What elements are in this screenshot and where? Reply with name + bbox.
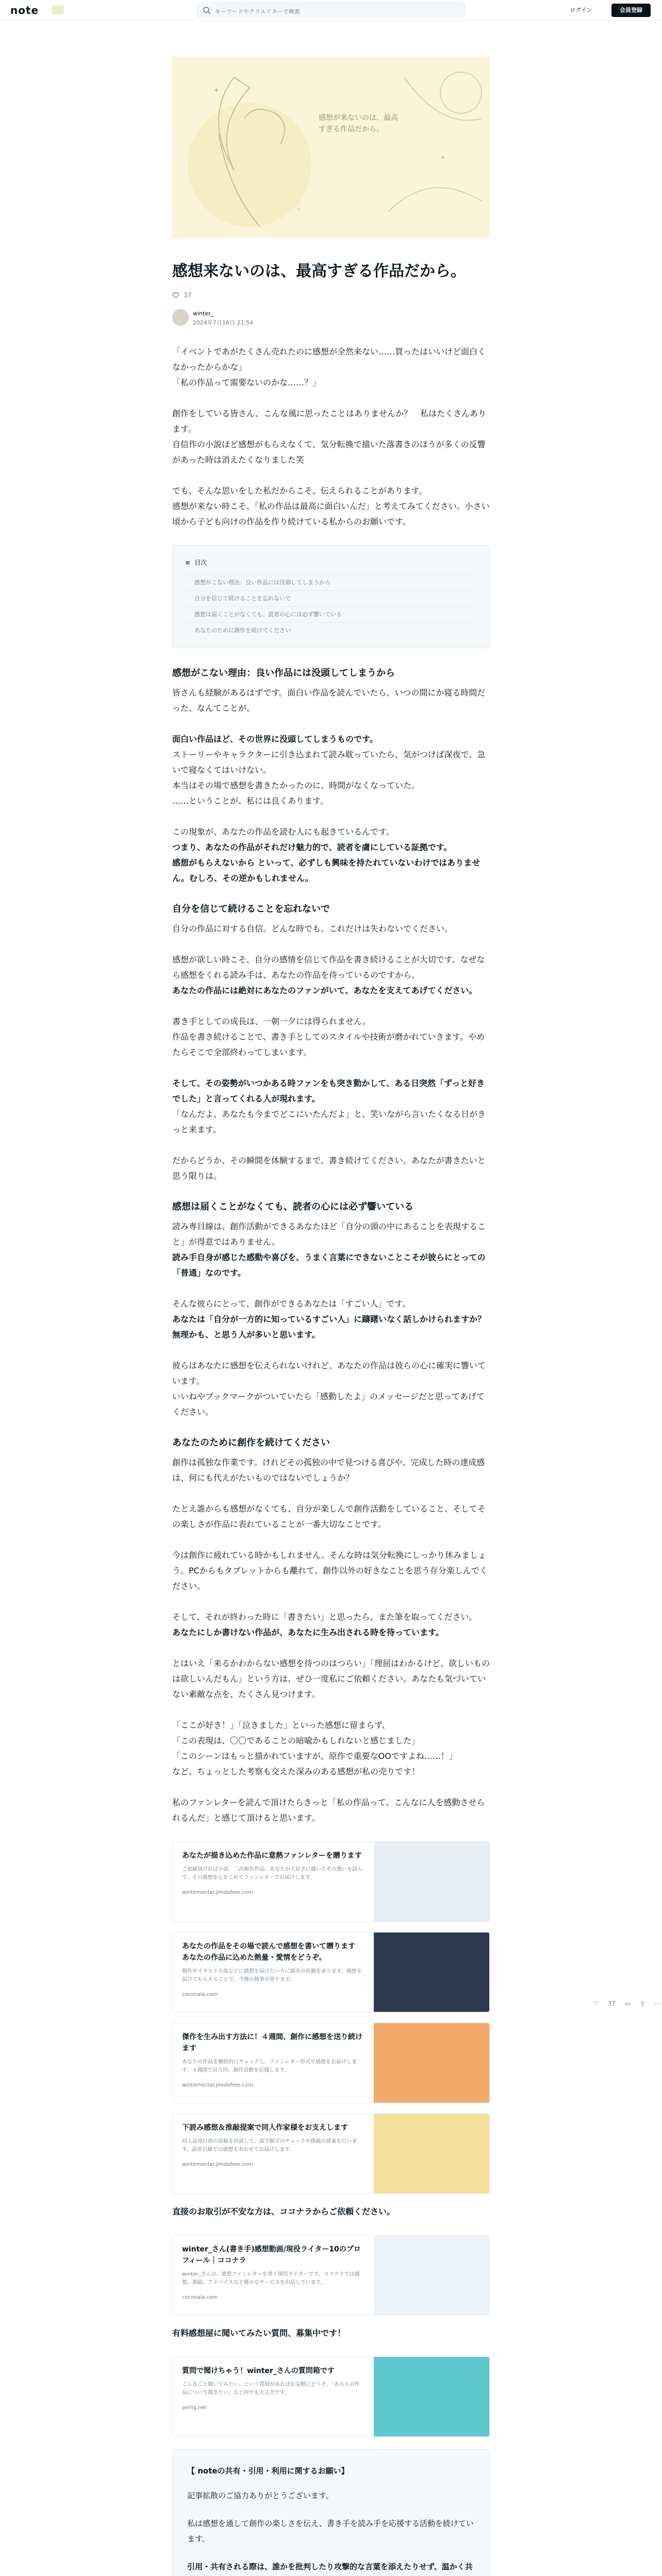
link-card-title: winter_さん(書き手)感想動画/現役ライター10のプロフィール｜ココナラ [182,2245,361,2265]
paragraph: この現象が、あなたの作品を読む人にも起きているんです。 [172,827,394,837]
paragraph: 彼らはあなたに感想を伝えられないけれど、あなたの作品は彼らの心に確実に響いています。 [172,1361,486,1386]
like-count: 37 [184,292,192,299]
link-card[interactable] [172,2023,490,2103]
link-card[interactable] [172,1932,490,2012]
comment-icon[interactable]: ▭ [625,2000,631,2007]
paragraph: 自信作の小説ほど感想がもらえなくて、気分転換で描いた落書きのほうが多くの反響があった時は消えたくなりました笑 [172,439,486,465]
svg-text:✦: ✦ [440,154,446,161]
article-meta [172,292,490,299]
link-card-url: coconala.com [182,1992,218,1997]
heart-icon [172,292,179,299]
link-card-text [173,1842,374,1921]
paragraph: 感想が来ない時こそ、「私の作品は最高に面白いんだ」と考えてみてください。小さい頃から子ども向けの作品を作り続けている私からのお願いです。 [172,501,490,527]
heart-icon[interactable]: ♡ [593,2000,599,2007]
paragraph [172,2326,490,2341]
paragraph: ……ということが、私には良くあります。 [172,796,328,806]
notice-heading: 【 noteの共有・引用・利用に関するお願い】 [187,2466,349,2476]
paragraph: 本当はその場で感想を書きたかったのに、時間がなくなっていた。 [172,781,420,790]
paragraph [172,1076,490,1107]
login-button[interactable]: ログイン [570,7,592,13]
like-count: 37 [607,2000,616,2007]
paragraph [172,732,490,747]
hero-caption: 感想が来ないのは、最高すぎる作品だから。 [319,114,398,133]
paragraph: 自分の作品に対する自信。どんな時でも、これだけは失わないでください。 [172,924,453,934]
section-heading: 自分を信じて続けることを忘れないで [172,904,330,914]
link-card-title: あなたが描き込めた作品に意熱ファンレターを贈ります [182,1852,362,1860]
paragraph: 私のファンレターを読んで頂けたらきっと「私の作品って、こんなに人を感動させられるんだ」と感じて頂けると思います。 [172,1798,485,1823]
link-card[interactable] [172,2357,490,2437]
paragraph: 創作は孤独な作業です。けれどその孤独の中で見つける喜びや、完成した時の達成感は、何にも代えがたいものではないでしょうか？ [172,1458,485,1483]
link-card-description: ご依頼頂ければ小説、二次創作作品、あなたが大好きに描いたその想いを読んで、その感想を心をこめてファンレターでお届けします。 [182,1867,362,1880]
like-button[interactable] [172,292,191,299]
article-title: 感想来ないのは、最高すぎる作品だから。 [172,262,466,280]
bold-text: あなたは「自分が一方的に知っているすごい人」に躊躇いなく話しかけられますか？ 無理かも、と思う人が多いと思います。 [172,1314,494,1340]
bold-text: 面白い作品ほど、その世界に没頭してしまうものです。 [172,734,378,744]
link-card[interactable] [172,1841,490,1922]
paragraph: 作品を書き続けることで、書き手としてのスタイルや技術が磨かれていきます。やめたらそこで全部終わってしまいます。 [172,1032,485,1057]
link-card-thumbnail [374,2235,489,2315]
svg-text:✦: ✦ [213,87,220,95]
paragraph: たとえ誰からも感想がなくても、自分が楽しんで創作活動をしていること、そしてその楽しさが作品に表れていることが一番大切なことです。 [172,1504,486,1529]
link-card-description: winter_さんは、感想ファンレターを書く現役ライターです。ココナラでは感想、推敲、アドバイスなど様々なサービスを出品しています。 [182,2272,360,2285]
toc-item[interactable]: 自分を信じて続けることを忘れないで [185,590,476,606]
paragraph: 記事拡散のご協力ありがとうございます。 [187,2491,334,2500]
paragraph: 皆さんも経験があるはずです。面白い作品を読んでいたら、いつの間にか寝る時間だった、なんてことが。 [172,688,486,713]
search-placeholder: キーワードやクリエイターで検索 [215,8,300,15]
avatar[interactable] [172,309,189,326]
bold-text: あなたにしか書けない作品が、あなたに生み出される時を待っています。 [172,1628,444,1637]
link-card-url: peing.net [182,2405,207,2411]
top-navigation-bar [0,0,662,21]
paragraph: 書き手としての成長は、一朝一夕には得られません。 [172,1016,371,1026]
article-column [172,21,494,2576]
toc-item[interactable]: 感想がこない理由：良い作品には没頭してしまうから [185,574,476,590]
link-card-description: 同人誌発行前の原稿を拝読して、誤字脱字のチェックや推敲の提案を行います。読者目線での感想もあわせてお届けします。 [182,2139,357,2153]
bold-text: 有料感想屋に聞いてみたい質問、募集中です！ [172,2328,346,2338]
paragraph [172,840,490,855]
bold-text: 読み手自身が感じた感動や喜びを、うまく言葉にできないことこそが彼らにとっての「普通」なのです。 [172,1252,486,1278]
link-card-text [173,2357,374,2436]
paragraph: 今は創作に疲れている時かもしれません。そんな時は気分転換にしっかり休みましょう。PCからもタブレットからも離れて、創作以外の好きなことを思う存分楽しんでください。 [172,1550,488,1591]
paragraph: いいねやブックマークがついていたら「感動したよ」のメッセージだと思ってあげてください。 [172,1392,485,1417]
toc-header[interactable] [185,555,476,570]
paragraph: とはいえ「来るかわからない感想を待つのはつらい」「理屈はわかるけど、欲しいものは欲しいんだもん」という方は、ぜひ一度私にご依頼ください。あなたも気づいていない素敵な点を、たくさん見つけます。 [172,1658,490,1699]
paragraph: そして、それが終わった時に「書きたい」と思ったら、また筆を取ってください。 [172,1612,477,1622]
link-card-url: winternectar.jimdofree.com [182,1890,253,1895]
author-name[interactable]: winter_ [193,310,214,317]
more-icon[interactable]: ⋯ [654,2000,661,2007]
paragraph: 創作をしている皆さん、こんな風に思ったことはありませんか？ 私はたくさんあります。 [172,409,486,434]
hero-image [172,57,490,238]
link-card-text [173,2235,374,2315]
link-card-title: 傑作を生み出す方法に！４週間、創作に感想を送り続けます [182,2033,362,2053]
svg-text:✧: ✧ [296,206,302,213]
link-card-text [173,2114,374,2193]
paragraph: 読み専目線は、創作活動ができるあなたほど「自分の頭の中にあることを表現すること」が得意ではありません。 [172,1222,486,1247]
bold-text: 引用・共有される際は、誰かを批判したり攻撃的な言葉を添えたりせず、温かく共 [187,2562,473,2571]
event-badge-icon[interactable] [52,5,64,14]
share-icon[interactable]: ⇪ [640,2000,646,2007]
paragraph [172,1625,490,1640]
section-heading: あなたのために創作を続けてください [172,1437,330,1448]
bold-text: 感想がもらえないから といって、必ずしも興味を持たれていないわけではありません。むしろ、その逆かもしれません。 [172,858,481,883]
paragraph: でも、そんな思いをした私だからこそ、伝えられることがあります。 [172,486,427,496]
bold-text: つまり、あなたの作品がそれだけ魅力的で、読者を虜にしている証拠です。 [172,842,452,852]
bold-text: あなたの作品には絶対にあなたのファンがいて、あなたを支えてあげてください。 [172,986,477,995]
link-card-title: 下読み感想＆推敲提案で同人作家様をお支えします [182,2124,348,2132]
toc-item[interactable]: あなたのために創作を続けてください [185,622,476,638]
bold-text: そして、その姿勢がいつかある時ファンをも突き動かして、ある日突然「ずっと好きでした」と言ってくれる人が現れます。 [172,1078,485,1104]
link-card-thumbnail [374,2023,489,2103]
link-card-url: coconala.com [182,2295,218,2300]
paragraph: 私は感想を通して創作の楽しさを伝え、書き手を読み手を応援する活動を続けています。 [187,2519,474,2544]
link-card-thumbnail [374,2114,489,2194]
notice-box [172,2449,490,2576]
paragraph [172,983,490,998]
section-heading: 感想は届くことがなくても、読者の心には必ず響いている [172,1201,413,1212]
paragraph [172,1312,494,1343]
search-input[interactable] [197,3,465,18]
publish-date: 2024年7月16日 21:54 [193,319,254,326]
paragraph [187,2559,475,2576]
note-logo[interactable]: note [10,4,39,16]
link-card-description: こんなこと聞いてみたい、という質問があればお気軽にどうぞ。「あの人の作品について聞きたい」など何でも大丈夫です。 [182,2382,360,2396]
link-card-thumbnail [374,1933,489,2012]
link-card-title: あなたの作品をその場で読んで感想を書いて贈ります あなたの作品に込めた熱量・愛情をどうぞ。 [182,1942,355,1962]
toc-label: 目次 [194,559,207,566]
link-card-thumbnail [374,1842,489,1922]
link-card-description: 創作やイラスト小説などに感想を届けたい方に描きの依頼を承ります。感想を届けてもらえることで、今後の執筆が捗ります。 [182,1969,362,1982]
section-heading: 感想がこない理由：良い作品には没頭してしまうから [172,668,395,679]
list-icon: ≡ [185,559,191,566]
paragraph: 「ここが好き！」「泣きました」といった感想に留まらず、 [172,1720,390,1730]
author-block[interactable] [172,308,490,329]
paragraph: 「イベントであがたくさん売れたのに感想が全然来ない……買ったはいいけど面白くなかったからかな」 [172,347,486,372]
link-card-url: winternectar.jimdofree.com [182,2162,253,2167]
toc-item[interactable]: 感想は届くことがなくても、読者の心には必ず響いている [185,606,476,622]
link-card-description: あなたの作品を継続的にチェックし、ファンレター形式で感想をお届けします。４週間で計５回、創作活動を応援します。 [182,2059,357,2073]
paragraph [172,855,490,886]
floating-actions [593,2000,660,2007]
article-body [172,344,494,2576]
paragraph: ストーリーやキャラクターに引き込まれて読み耽っていたら、気がつけば深夜で、急いで寝なくてはいけない。 [172,750,486,775]
paragraph: 「私の作品って需要ないのかな……？」 [172,378,321,387]
bold-text: 直接のお取引が不安な方は、ココナラからご依頼ください。 [172,2207,395,2216]
link-card-url: winternectar.jimdofree.com [182,2082,253,2088]
link-card[interactable] [172,2113,490,2194]
link-card-text [173,1933,374,2012]
search-icon [203,6,211,14]
link-card-title: 質問で聞けちゃう！winter_さんの質問箱です [182,2367,335,2375]
paragraph: 「この表現は、〇〇であることの暗喩かもしれないと感じました」 [172,1736,420,1745]
hero-illustration [172,57,490,238]
table-of-contents [172,545,490,648]
link-card-thumbnail [374,2357,489,2437]
paragraph [172,1250,490,1281]
link-card-text [173,2023,374,2103]
paragraph: だからどうか、その瞬間を体験するまで、書き続けてください。あなたが書きたいと思う限りは。 [172,1156,486,1181]
signup-button[interactable]: 会員登録 [611,4,651,17]
link-card[interactable] [172,2235,490,2315]
paragraph: など、ちょっとした考察も交えた深みのある感想が私の売りです！ [172,1767,420,1776]
paragraph: 感想が欲しい時こそ、自分の感情を信じて作品を書き続けることが大切です。なぜなら感想をくれる読み手は、あなたの作品を待っているのですから。 [172,955,485,980]
paragraph: 「このシーンはもっと描かれていますが、原作で重要なOOですよね……！」 [172,1751,457,1761]
paragraph [172,2204,490,2219]
paragraph: 「なんだよ、あなたも今までどこにいたんだよ」と、笑いながら言いたくなる日がきっと来ます。 [172,1109,486,1134]
paragraph: そんな彼らにとって、創作ができるあなたは「すごい人」です。 [172,1299,411,1309]
